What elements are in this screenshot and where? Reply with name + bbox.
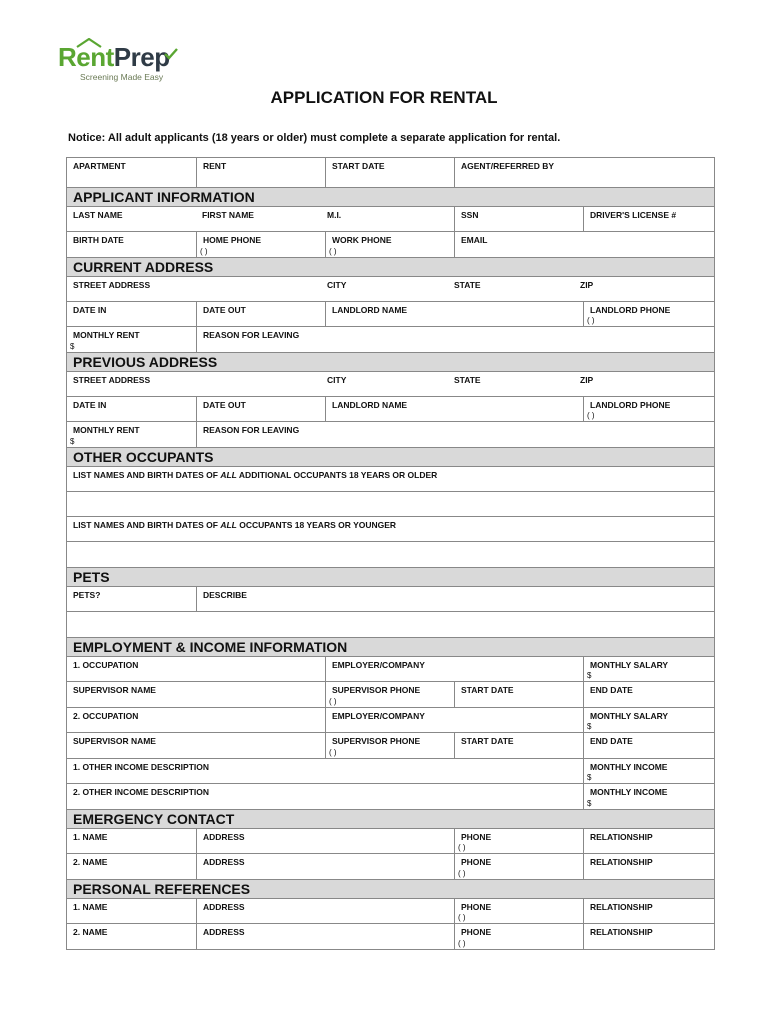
form-row	[67, 231, 714, 257]
reference-name-1-field[interactable]: 1. NAME	[73, 902, 108, 912]
work-phone-field[interactable]: WORK PHONE ( )	[325, 232, 454, 257]
current-date-out-field[interactable]: DATE OUT	[196, 302, 325, 326]
form-row	[67, 206, 714, 231]
reference-name-2-field[interactable]: 2. NAME	[73, 927, 108, 937]
form-row	[67, 758, 714, 783]
reference-address-1-field[interactable]: ADDRESS	[196, 899, 454, 923]
current-date-in-field[interactable]: DATE IN	[73, 305, 107, 315]
agent-referred-field[interactable]: AGENT/REFERRED BY	[454, 158, 714, 187]
pets-field[interactable]: PETS?	[73, 590, 101, 600]
end-date-1-field[interactable]: END DATE	[583, 682, 714, 707]
current-landlord-phone-field[interactable]: LANDLORD PHONE ( )	[583, 302, 714, 326]
ssn-field[interactable]: SSN	[454, 207, 583, 231]
section-applicant-information: APPLICANT INFORMATION	[67, 187, 714, 206]
form-row	[67, 396, 714, 421]
emergency-name-1-field[interactable]: 1. NAME	[73, 832, 108, 842]
start-date-2-field[interactable]: START DATE	[454, 733, 583, 758]
form-row	[67, 898, 714, 923]
emergency-relationship-2-field[interactable]: RELATIONSHIP	[583, 854, 714, 879]
rentprep-logo	[58, 38, 188, 84]
home-phone-field[interactable]: HOME PHONE ( )	[196, 232, 325, 257]
supervisor-phone-1-field[interactable]: SUPERVISOR PHONE ( )	[325, 682, 454, 707]
previous-landlord-name-field[interactable]: LANDLORD NAME	[325, 397, 583, 421]
first-name-field[interactable]: FIRST NAME	[202, 210, 254, 220]
current-zip-field[interactable]: ZIP	[580, 280, 594, 290]
monthly-salary-1-field[interactable]: MONTHLY SALARY $	[583, 657, 714, 681]
occupants-younger-field[interactable]	[67, 541, 714, 567]
section-current-address: CURRENT ADDRESS	[67, 257, 714, 276]
pets-blank-field[interactable]	[67, 611, 714, 637]
previous-landlord-phone-field[interactable]: LANDLORD PHONE ( )	[583, 397, 714, 421]
notice-text: Notice: All adult applicants (18 years or older) must complete a separate application for rental.	[68, 132, 561, 144]
supervisor-name-2-field[interactable]: SUPERVISOR NAME	[73, 736, 156, 746]
previous-date-in-field[interactable]: DATE IN	[73, 400, 107, 410]
section-previous-address: PREVIOUS ADDRESS	[67, 352, 714, 371]
drivers-license-field[interactable]: DRIVER'S LICENSE #	[583, 207, 714, 231]
current-city-field[interactable]: CITY	[327, 280, 347, 290]
form-row	[67, 828, 714, 853]
occupation-2-field[interactable]: 2. OCCUPATION	[73, 711, 139, 721]
reference-phone-2-field[interactable]: PHONE ( )	[454, 924, 583, 949]
page-title: APPLICATION FOR RENTAL	[270, 88, 498, 107]
occupants-older-label: LIST NAMES AND BIRTH DATES OF ALL ADDITIONAL OCCUPANTS 18 YEARS OR OLDER	[73, 470, 438, 480]
previous-zip-field[interactable]: ZIP	[580, 375, 594, 385]
previous-city-field[interactable]: CITY	[327, 375, 347, 385]
reference-relationship-2-field[interactable]: RELATIONSHIP	[583, 924, 714, 949]
logo-tagline: Screening Made Easy	[80, 72, 164, 82]
checkmark-icon	[164, 48, 178, 60]
occupation-1-field[interactable]: 1. OCCUPATION	[73, 660, 139, 670]
form-row-top	[67, 158, 714, 187]
form-row	[67, 586, 714, 611]
monthly-income-1-field[interactable]: MONTHLY INCOME $	[583, 759, 714, 783]
other-income-2-field[interactable]: 2. OTHER INCOME DESCRIPTION	[73, 787, 210, 797]
previous-street-field[interactable]: STREET ADDRESS	[73, 375, 151, 385]
start-date-1-field[interactable]: START DATE	[454, 682, 583, 707]
previous-reason-field[interactable]: REASON FOR LEAVING	[196, 422, 714, 447]
occupants-older-label-row	[67, 466, 714, 491]
form-row	[67, 326, 714, 352]
pets-describe-field[interactable]: DESCRIBE	[196, 587, 714, 611]
occupants-younger-label-row	[67, 516, 714, 541]
form-row	[67, 301, 714, 326]
apartment-field[interactable]: APARTMENT	[73, 161, 126, 171]
previous-monthly-rent-field[interactable]: MONTHLY RENT $	[70, 425, 140, 446]
emergency-relationship-1-field[interactable]: RELATIONSHIP	[583, 829, 714, 853]
employer-2-field[interactable]: EMPLOYER/COMPANY	[325, 708, 583, 732]
current-landlord-name-field[interactable]: LANDLORD NAME	[325, 302, 583, 326]
section-other-occupants: OTHER OCCUPANTS	[67, 447, 714, 466]
form-row	[67, 783, 714, 809]
employer-1-field[interactable]: EMPLOYER/COMPANY	[325, 657, 583, 681]
reference-phone-1-field[interactable]: PHONE ( )	[454, 899, 583, 923]
birth-date-field[interactable]: BIRTH DATE	[73, 235, 124, 245]
emergency-address-2-field[interactable]: ADDRESS	[196, 854, 454, 879]
middle-initial-field[interactable]: M.I.	[327, 210, 342, 220]
end-date-2-field[interactable]: END DATE	[583, 733, 714, 758]
section-personal-references: PERSONAL REFERENCES	[67, 879, 714, 898]
current-street-field[interactable]: STREET ADDRESS	[73, 280, 151, 290]
previous-date-out-field[interactable]: DATE OUT	[196, 397, 325, 421]
emergency-phone-2-field[interactable]: PHONE ( )	[454, 854, 583, 879]
current-state-field[interactable]: STATE	[454, 280, 481, 290]
section-pets: PETS	[67, 567, 714, 586]
form-row	[67, 923, 714, 949]
logo-wordmark: RentPrep	[58, 42, 170, 72]
monthly-salary-2-field[interactable]: MONTHLY SALARY $	[583, 708, 714, 732]
email-field[interactable]: EMAIL	[454, 232, 714, 257]
form-row	[67, 732, 714, 758]
form-row	[67, 276, 714, 301]
section-emergency-contact: EMERGENCY CONTACT	[67, 809, 714, 828]
occupants-younger-label: LIST NAMES AND BIRTH DATES OF ALL OCCUPANTS 18 YEARS OR YOUNGER	[73, 520, 397, 530]
previous-state-field[interactable]: STATE	[454, 375, 481, 385]
form-row	[67, 371, 714, 396]
monthly-income-2-field[interactable]: MONTHLY INCOME $	[583, 784, 714, 809]
reference-address-2-field[interactable]: ADDRESS	[196, 924, 454, 949]
occupants-older-field[interactable]	[67, 491, 714, 516]
last-name-field[interactable]: LAST NAME	[73, 210, 123, 220]
section-employment-income: EMPLOYMENT & INCOME INFORMATION	[67, 637, 714, 656]
supervisor-name-1-field[interactable]: SUPERVISOR NAME	[73, 685, 156, 695]
form-row	[67, 681, 714, 707]
form-row	[67, 421, 714, 447]
emergency-phone-1-field[interactable]: PHONE ( )	[454, 829, 583, 853]
supervisor-phone-2-field[interactable]: SUPERVISOR PHONE ( )	[325, 733, 454, 758]
form-row	[67, 656, 714, 681]
other-income-1-field[interactable]: 1. OTHER INCOME DESCRIPTION	[73, 762, 210, 772]
form-row	[67, 853, 714, 879]
emergency-name-2-field[interactable]: 2. NAME	[73, 857, 108, 867]
start-date-field[interactable]: START DATE	[325, 158, 454, 187]
reference-relationship-1-field[interactable]: RELATIONSHIP	[583, 899, 714, 923]
current-reason-field[interactable]: REASON FOR LEAVING	[196, 327, 714, 352]
emergency-address-1-field[interactable]: ADDRESS	[196, 829, 454, 853]
rent-field[interactable]: RENT	[196, 158, 325, 187]
form-row	[67, 707, 714, 732]
current-monthly-rent-field[interactable]: MONTHLY RENT $	[70, 330, 140, 351]
rental-application-form	[66, 157, 715, 950]
